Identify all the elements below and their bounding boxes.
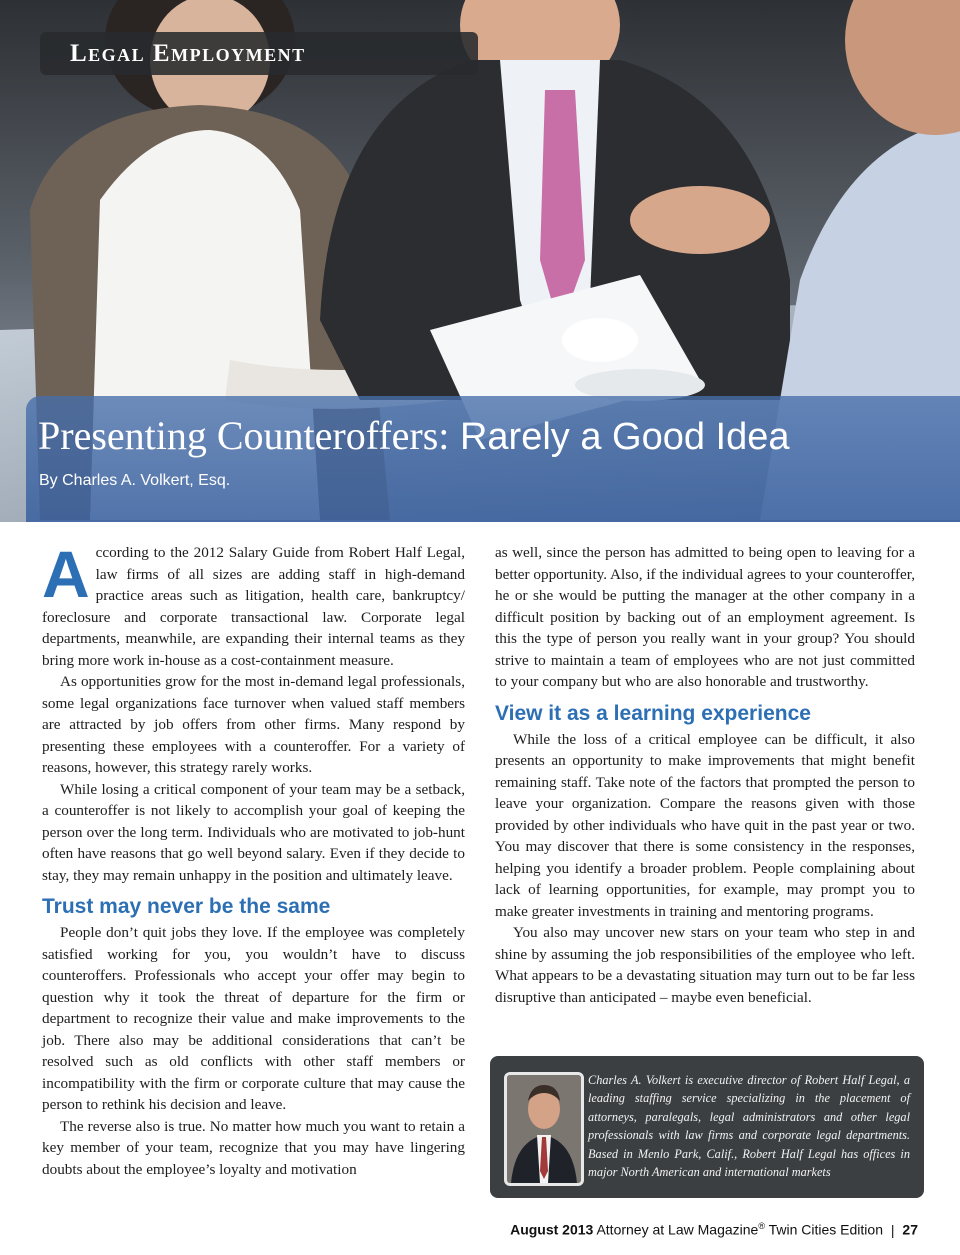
article-title-main: Presenting Counteroffers: <box>38 413 450 458</box>
page-number: 27 <box>902 1221 918 1238</box>
article-column-right <box>495 542 915 1008</box>
footer-separator: | <box>890 1221 895 1238</box>
byline: By Charles A. Volkert, Esq. <box>39 472 231 489</box>
footer-registered-mark: ® <box>758 1221 765 1231</box>
hero-photo <box>0 0 960 522</box>
footer-publication: Attorney at Law Magazine <box>596 1221 759 1238</box>
author-photo <box>504 1072 584 1186</box>
author-portrait-illustration <box>507 1075 581 1183</box>
author-bio-box <box>490 1056 924 1198</box>
title-band <box>26 396 960 522</box>
footer-edition: Twin Cities Edition <box>768 1221 883 1238</box>
paragraph: While losing a critical component of your team may be a setback, a counteroffer is not likely to accomplish your goal of keeping the person over the long term. Individuals who are motivated to job-hunt often have reasons that go well beyond salary. Even if they decide to stay, they may remain unhappy in the position and ultimately leave. <box>42 780 465 884</box>
paragraph-intro-text: ccording to the 2012 Salary Guide from Robert Half Legal, law firms of all sizes are adding staff in high-demand practice areas such as litigation, health care, bankruptcy/ foreclosure and corporate transactional law. Corporate legal departments, meanwhile, are expanding their internal teams as they bring more work in-house as a cost-containment measure. <box>42 544 465 669</box>
paragraph: People don’t quit jobs they love. If the employee was completely satisfied working for you, you wouldn’t have to discuss counteroffers. Professionals who accept your offer may begin to question why it took the threat of departure for the firm or department to recognize their value and make improvements to the job. There also may be additional considerations that can’t be resolved such as old conflicts with other staff members or incompatibility with the firm or corporate culture that may cause the person to rethink his decision and leave. <box>42 924 465 1113</box>
article-title <box>38 412 790 459</box>
paragraph: While the loss of a critical employee can be difficult, it also presents an opportunity to make improvements that might benefit remaining staff. Take note of the factors that prompted the person to leave your organization. Compare the reasons given with those provided by other individuals who have quit in the past year or two. You may discover that there is some consistency in the responses, helping you identify a broader problem. People complaining about lack of learning opportunities, for example, may prompt you to make greater investments in training and mentoring programs. <box>495 730 915 920</box>
author-bio-text: Charles A. Volkert is executive director of Robert Half Legal, a leading staffing service specializing in the placement of attorneys, paralegals, legal administrators and other legal professionals with law firms and corporate legal departments. Based in Menlo Park, Calif., Robert Half Legal has offices in major North American and international markets <box>588 1073 910 1180</box>
drop-cap: A <box>42 537 90 611</box>
subheading-trust: Trust may never be the same <box>42 895 331 918</box>
paragraph: You also may uncover new stars on your team who step in and shine by assuming the job responsibilities of the employee who left. What appears to be a devastating situation may turn out to be far less disruptive than anticipated – maybe even beneficial. <box>495 924 915 1006</box>
article-title-rest: Rarely a Good Idea <box>449 416 790 458</box>
subheading-learning: View it as a learning experience <box>495 701 811 725</box>
paragraph-intro <box>42 537 465 671</box>
article-column-left <box>42 537 465 1180</box>
paragraph-continued: as well, since the person has admitted to being open to leaving for a better opportunity. Also, if the individual agrees to your counteroffer, he or she would be putting the manager at the other company in a difficult position by backing out of an employment agreement. Is this the type of person you really want in your group? You should strive to maintain a team of employees who are not just committed to your company but who are also honorable and trustworthy. <box>495 544 915 690</box>
paragraph: The reverse also is true. No matter how much you want to retain a key member of your team, recognize that you may have lingering doubts about the employee’s loyalty and motivation <box>42 1117 465 1178</box>
section-label: Legal Employment <box>70 40 306 67</box>
footer-issue: August 2013 <box>510 1221 594 1238</box>
paragraph: As opportunities grow for the most in-demand legal professionals, some legal organizations face turnover when valued staff members are attracted by job offers from other firms. Many respond by presenting these employees with a counteroffer. For a variety of reasons, however, this strategy rarely works. <box>42 673 465 776</box>
page-footer <box>510 1221 918 1238</box>
section-label-tab <box>40 32 478 75</box>
